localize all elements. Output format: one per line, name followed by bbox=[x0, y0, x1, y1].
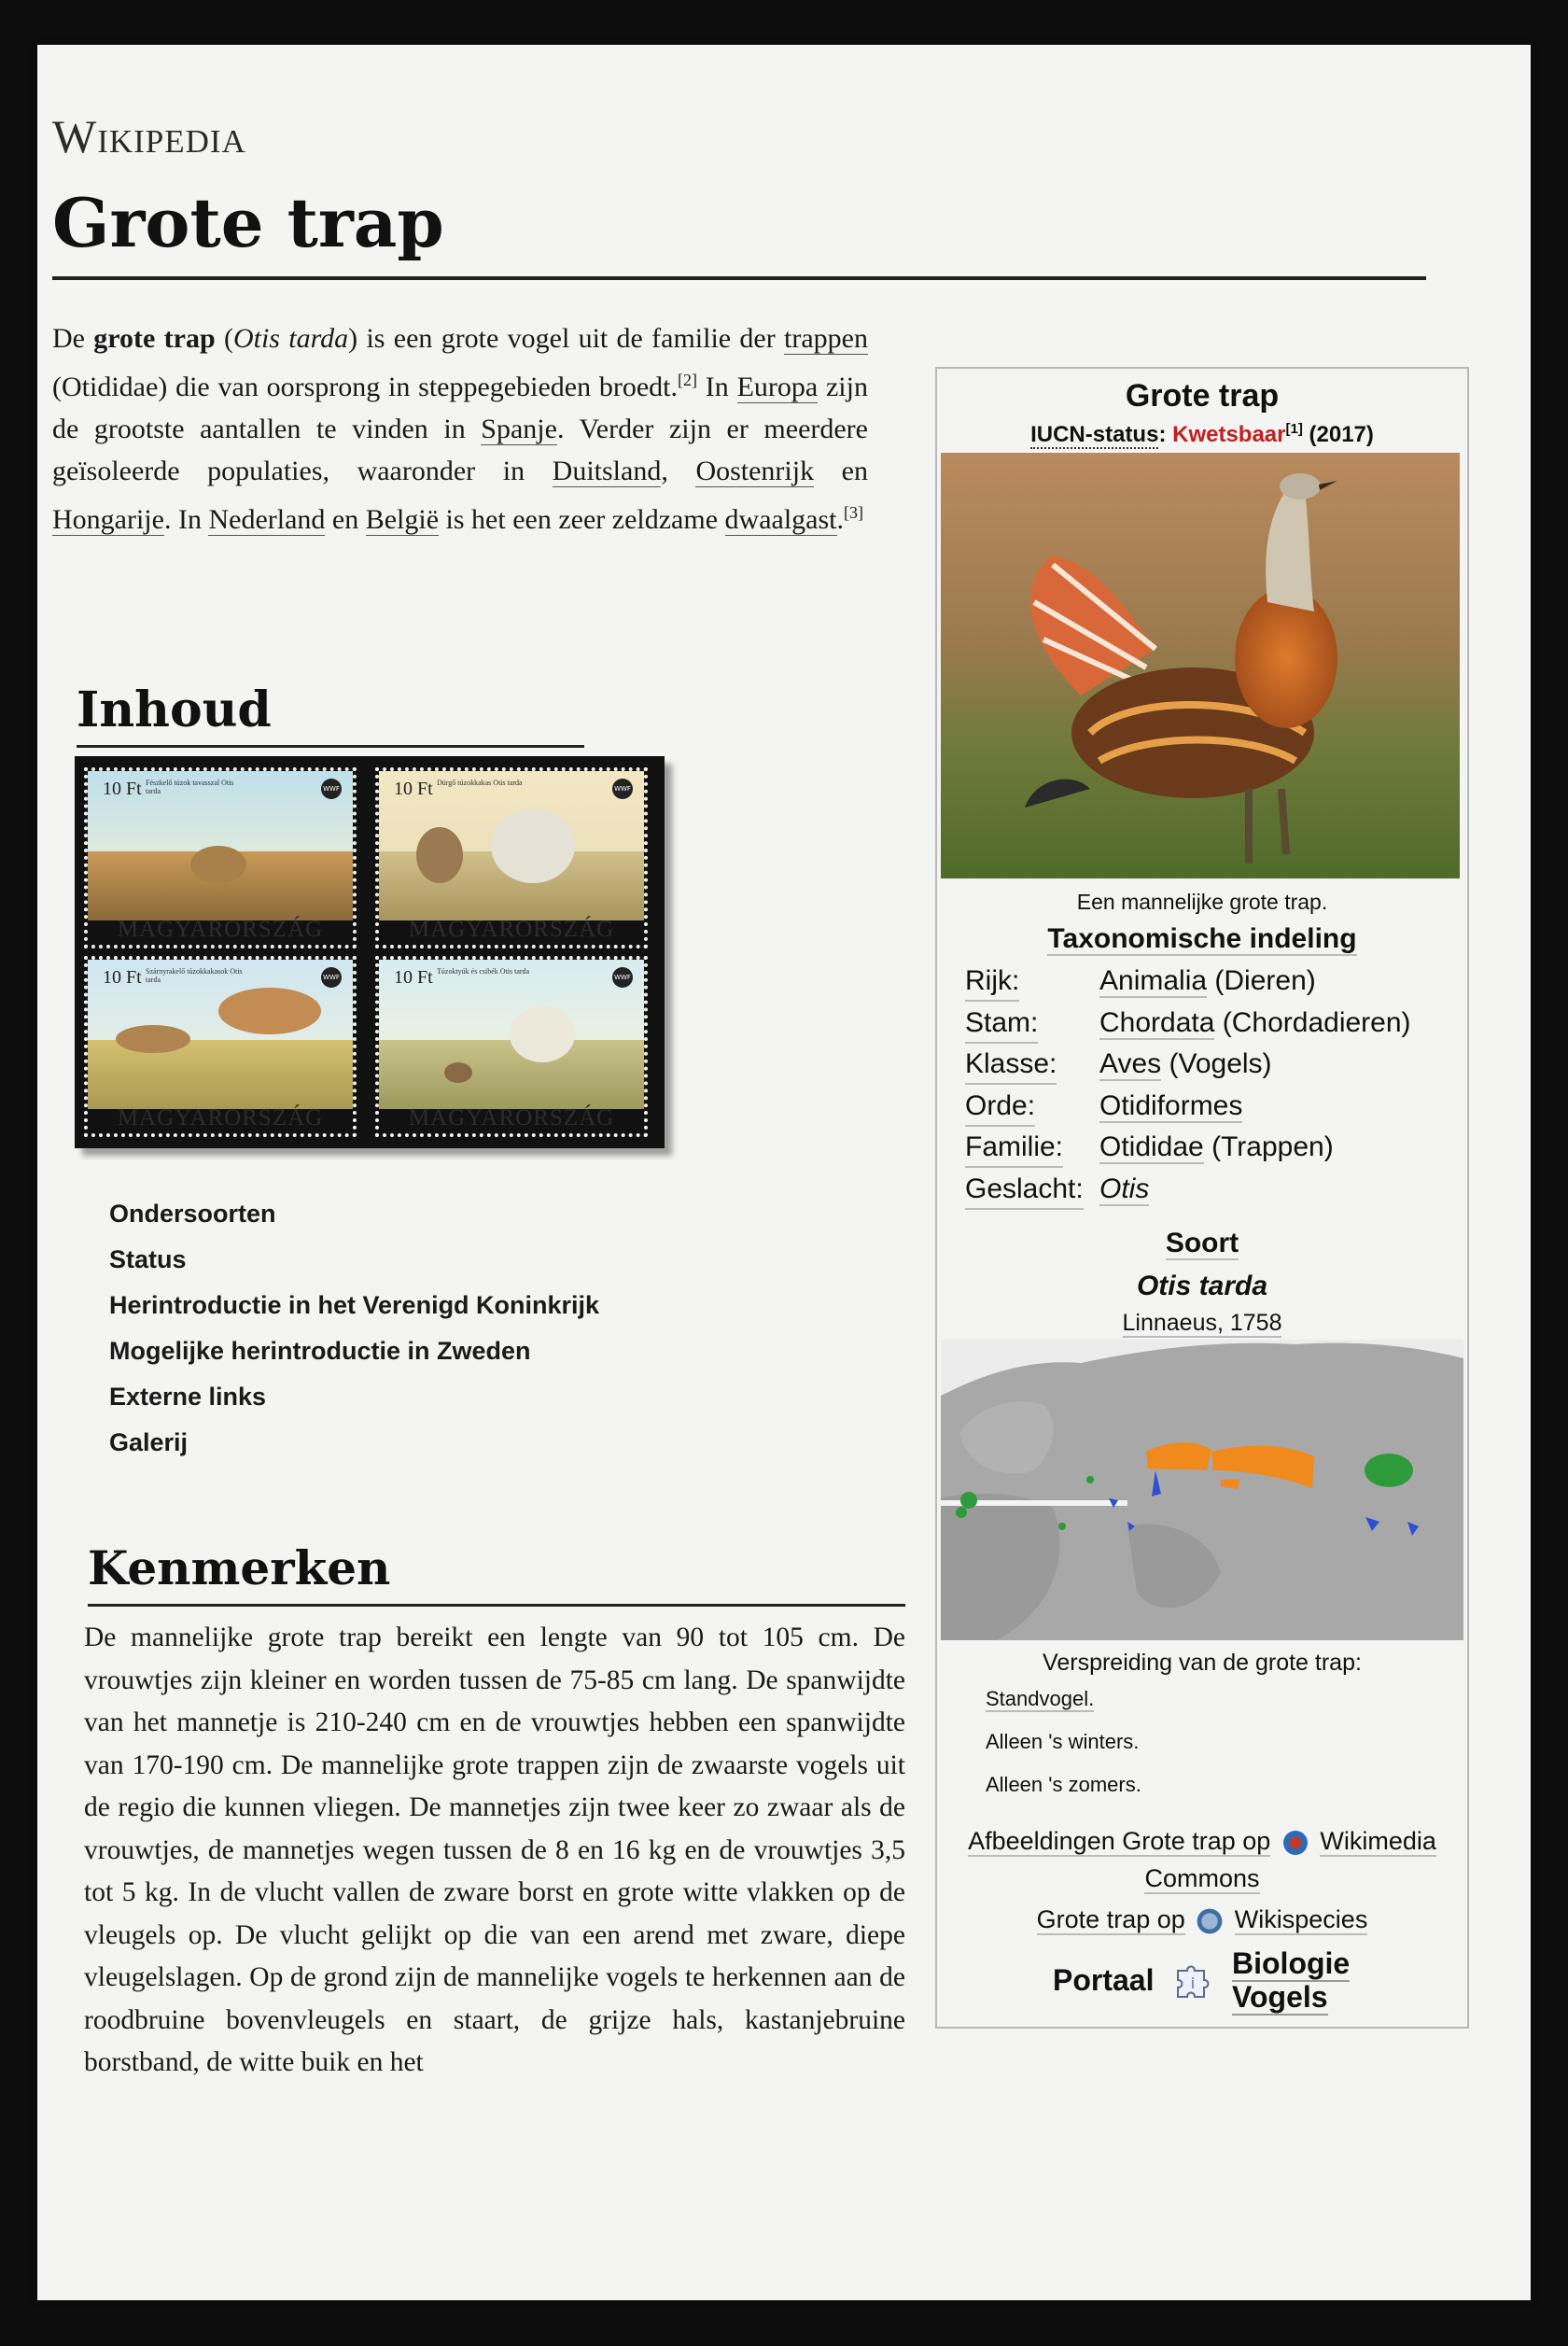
toc-divider bbox=[77, 745, 584, 748]
bustard-photo[interactable] bbox=[941, 453, 1460, 878]
portal-biologie[interactable]: Biologie bbox=[1232, 1946, 1351, 1980]
species-author[interactable]: Linnaeus, 1758 bbox=[1122, 1310, 1282, 1336]
legend-resident[interactable]: Standvogel. bbox=[986, 1687, 1095, 1710]
legend-winter: Alleen 's winters. bbox=[986, 1730, 1140, 1753]
taxon-link[interactable]: Otis bbox=[1099, 1173, 1150, 1204]
infobox bbox=[935, 367, 1469, 2029]
wikispecies-text-link[interactable]: Grote trap op bbox=[1036, 1905, 1185, 1933]
portal-label: Portaal bbox=[1053, 1963, 1155, 1997]
commons-link-row bbox=[937, 1827, 1467, 1857]
taxonomy-row bbox=[965, 1171, 1450, 1213]
wwf-panda-logo: WWF bbox=[612, 779, 633, 799]
wikipedia-logo[interactable]: Wikipedia bbox=[52, 110, 246, 162]
rank-link[interactable]: Familie: bbox=[965, 1129, 1063, 1168]
commons-text-link[interactable]: Afbeeldingen Grote trap op bbox=[968, 1827, 1271, 1855]
toc-item[interactable]: Mogelijke herintroductie in Zweden bbox=[109, 1337, 531, 1365]
iucn-status: IUCN-status: Kwetsbaar[1] (2017) bbox=[1030, 421, 1374, 447]
commons-link[interactable]: Wikimedia bbox=[1320, 1827, 1436, 1855]
wikimedia-commons-icon bbox=[1281, 1829, 1309, 1857]
section-heading-kenmerken: Kenmerken bbox=[88, 1540, 391, 1595]
photo-caption: Een mannelijke grote trap. bbox=[1076, 890, 1328, 914]
portal-puzzle-icon bbox=[1172, 1961, 1213, 2002]
taxon-link[interactable]: Otididae bbox=[1099, 1131, 1204, 1162]
rank-link[interactable]: Orde: bbox=[965, 1088, 1035, 1127]
stamp-3: 10 Ft Szárnyrakelő túzokkakasok Otis tarda WWF MAGYARORSZÁG bbox=[84, 956, 357, 1137]
link-duitsland[interactable]: Duitsland bbox=[552, 456, 662, 486]
title-divider bbox=[52, 276, 1426, 280]
wikispecies-icon bbox=[1196, 1907, 1224, 1935]
commons-link[interactable]: Commons bbox=[1144, 1864, 1260, 1892]
toc-item[interactable]: Galerij bbox=[109, 1428, 189, 1456]
taxon-link[interactable]: Aves bbox=[1099, 1048, 1162, 1079]
bustard-illustration bbox=[510, 1006, 575, 1062]
flying-bustard-illustration bbox=[116, 1025, 190, 1053]
map-caption: Verspreiding van de grote trap: bbox=[1043, 1650, 1362, 1676]
section-divider bbox=[88, 1604, 905, 1607]
wikispecies-link-row bbox=[937, 1905, 1467, 1935]
taxonomy-row bbox=[965, 1088, 1450, 1130]
link-belgie[interactable]: België bbox=[365, 504, 440, 535]
taxonomy-row: Stam: Chordata (Chordadieren) bbox=[965, 1004, 1450, 1047]
wwf-panda-logo: WWF bbox=[321, 779, 342, 799]
taxonomy-heading[interactable]: Taxonomische indeling bbox=[1047, 923, 1357, 954]
portal-vogels[interactable]: Vogels bbox=[1232, 1980, 1328, 2014]
bustard-illustration bbox=[190, 846, 246, 883]
wikispecies-link[interactable]: Wikispecies bbox=[1234, 1905, 1368, 1933]
toc-heading: Inhoud bbox=[77, 681, 272, 738]
stamp-1: 10 Ft Fészkelő túzok tavasszal Otis tarda WWF MAGYARORSZÁG bbox=[84, 767, 357, 948]
link-nederland[interactable]: Nederland bbox=[208, 504, 326, 535]
legend-summer: Alleen 's zomers. bbox=[986, 1773, 1141, 1796]
link-hongarije[interactable]: Hongarije bbox=[52, 504, 164, 535]
bustard-illustration bbox=[416, 827, 463, 883]
ref-3[interactable]: [3] bbox=[844, 503, 863, 522]
bustard-display-illustration bbox=[491, 808, 575, 883]
ref-1[interactable]: [1] bbox=[1285, 421, 1303, 437]
species-name: Otis tarda bbox=[1136, 1271, 1268, 1301]
rank-link[interactable]: Geslacht: bbox=[965, 1171, 1084, 1210]
intro-paragraph: De grote trap (Otis tarda) is een grote vogel uit de familie der trappen (Otididae) die van oorsprong in steppegebieden broedt.[2] In Europa zijn de grootste aantallen te vinden in Spanje. Verder zijn er meerdere geïsoleerde populaties, waaronder in Duitsland, Oostenrijk en Hongarije. In Nederland en België is het een zeer zeldzame dwaalgast.[3] bbox=[52, 323, 868, 535]
stamp-block bbox=[75, 756, 665, 1148]
taxonomy-row: Klasse: Aves (Vogels) bbox=[965, 1046, 1450, 1088]
page-title: Grote trap bbox=[52, 183, 444, 262]
link-spanje[interactable]: Spanje bbox=[481, 414, 557, 444]
toc-item[interactable]: Status bbox=[109, 1245, 187, 1273]
toc-item[interactable]: Ondersoorten bbox=[109, 1200, 276, 1228]
toc-item[interactable]: Externe links bbox=[109, 1383, 267, 1411]
taxon-link[interactable]: Chordata bbox=[1099, 1006, 1215, 1038]
stamp-4: 10 Ft Túzoktyúk és csibék Otis tarda WWF MAGYARORSZÁG bbox=[375, 956, 648, 1137]
chick-illustration bbox=[444, 1062, 472, 1083]
rank-link[interactable]: Rijk: bbox=[965, 962, 1019, 1002]
link-dwaalgast[interactable]: dwaalgast bbox=[724, 504, 837, 535]
rank-link[interactable]: Klasse: bbox=[965, 1046, 1057, 1085]
taxon-link[interactable]: Animalia bbox=[1099, 965, 1208, 996]
portal-links bbox=[1232, 1946, 1350, 2014]
taxonomy-table bbox=[965, 962, 1450, 1212]
distribution-map[interactable] bbox=[941, 1340, 1463, 1640]
toc-item[interactable]: Herintroductie in het Verenigd Koninkrijk bbox=[109, 1291, 600, 1319]
link-oostenrijk[interactable]: Oostenrijk bbox=[695, 456, 815, 486]
species-heading[interactable]: Soort bbox=[1165, 1228, 1239, 1258]
svg-text:i: i bbox=[1190, 1974, 1196, 1992]
link-europa[interactable]: Europa bbox=[736, 372, 819, 402]
flying-bustard-illustration bbox=[218, 988, 321, 1034]
iucn-link[interactable]: IUCN-status bbox=[1030, 422, 1159, 447]
status-link[interactable]: Kwetsbaar bbox=[1172, 422, 1286, 447]
taxonomy-row: Familie: Otididae (Trappen) bbox=[965, 1129, 1450, 1171]
taxon-link[interactable]: Otidiformes bbox=[1099, 1089, 1243, 1121]
commons-link-row-2 bbox=[937, 1864, 1467, 1893]
taxonomy-row: Rijk: Animalia (Dieren) bbox=[965, 962, 1450, 1004]
wwf-panda-logo: WWF bbox=[321, 967, 342, 988]
kenmerken-paragraph: De mannelijke grote trap bereikt een lengte van 90 tot 105 cm. De vrouwtjes zijn kleiner en worden tussen de 75-85 cm lang. De spanwijdte van het mannetje is 210-240 cm en de vrouwtjes hebben een spanwijdte van 170-190 cm. De mannelijke grote trappen zijn de zwaarste vogels uit de regio die kunnen vliegen. De mannetjes zijn twee keer zo zwaar als de vrouwtjes, de mannetjes wegen tussen de 8 en 16 kg en de vrouwtjes 3,5 tot 5 kg. In de vlucht vallen de zware borst en grote witte vlakken op de vleugels op. De vlucht gelijkt op die van een arend met zware, diepe vleugelslagen. Op de grond zijn de mannelijke vogels te herkennen aan de roodbruine bovenvleugels en staart, de grijze hals, kastanjebruine borstband, de witte buik en het bbox=[84, 1623, 905, 2077]
rank-link[interactable]: Stam: bbox=[965, 1004, 1038, 1044]
ref-2[interactable]: [2] bbox=[678, 371, 697, 389]
table-of-contents bbox=[109, 1196, 599, 1470]
link-trappen[interactable]: trappen bbox=[784, 323, 868, 354]
stamp-2: 10 Ft Dürgő túzokkakas Otis tarda WWF MAGYARORSZÁG bbox=[375, 767, 648, 948]
infobox-title: Grote trap bbox=[1125, 378, 1280, 414]
wwf-panda-logo: WWF bbox=[612, 967, 633, 988]
